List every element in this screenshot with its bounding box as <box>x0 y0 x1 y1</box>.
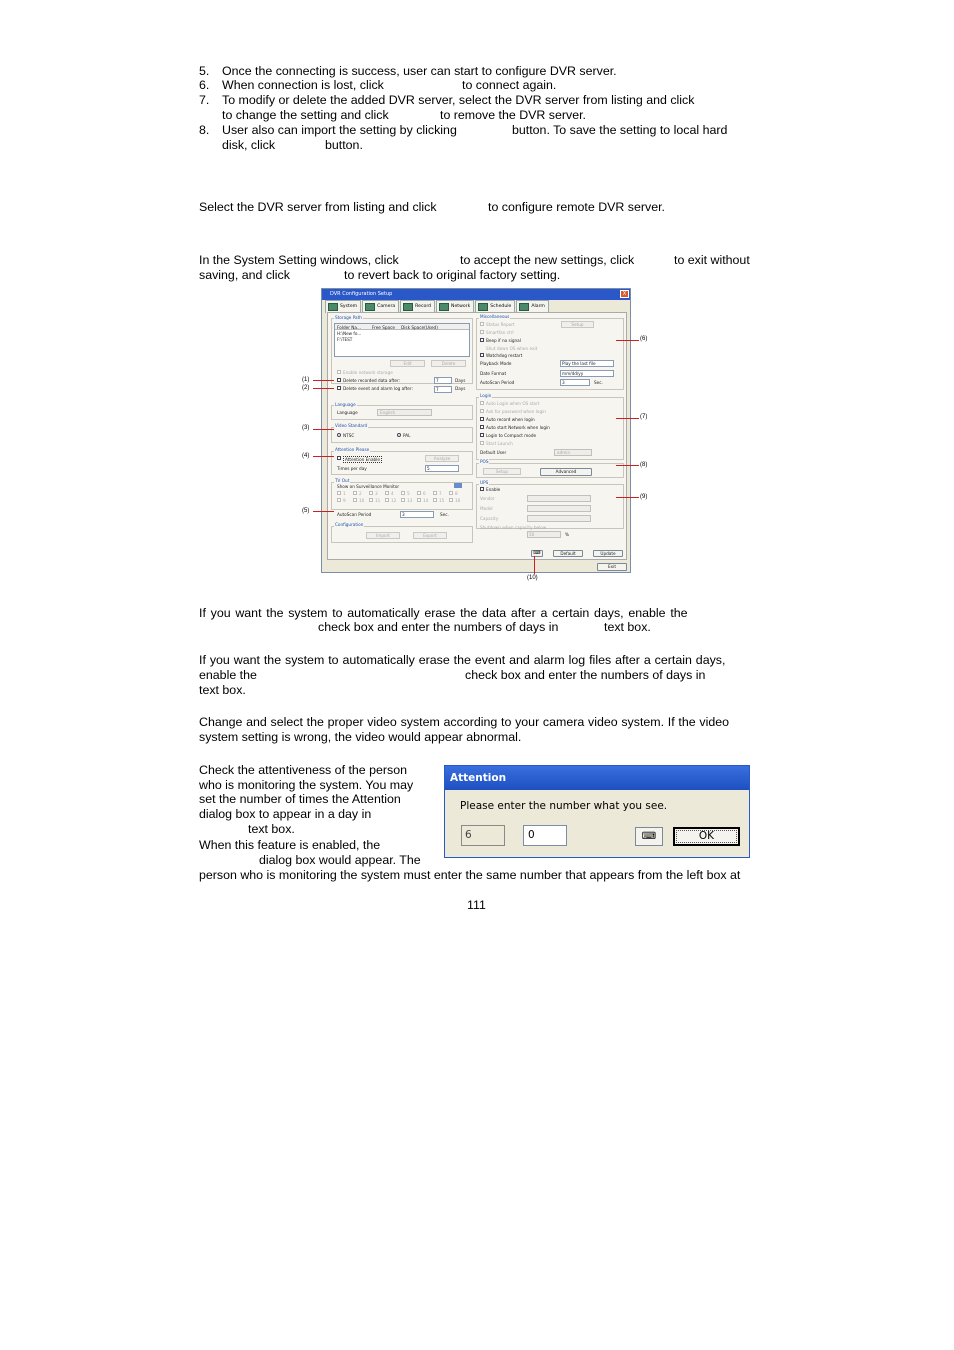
default-button[interactable]: Default <box>553 550 583 557</box>
step-8-number: 8. <box>199 123 210 137</box>
channel-label: 13 <box>407 498 413 503</box>
channel-label: 8 <box>455 491 458 496</box>
para2-line2-b: check box and enter the numbers of days in <box>465 668 706 682</box>
ups-vendor-select[interactable] <box>527 495 591 502</box>
para1-line2-b: text box. <box>604 620 651 634</box>
channel-label: 12 <box>391 498 397 503</box>
callout-5: (5) <box>302 508 310 514</box>
ups-model-select[interactable] <box>527 505 591 512</box>
callout-9-line <box>616 497 639 498</box>
language-label: Language <box>337 410 358 415</box>
language-select[interactable]: English <box>377 409 432 416</box>
system-text-2b: to revert back to original factory setting. <box>344 268 561 282</box>
para4-line7: dialog box would appear. The <box>259 853 421 867</box>
tab-schedule[interactable]: Schedule <box>475 300 515 313</box>
beep-label: Beep if no signal <box>486 338 521 343</box>
advanced-button[interactable]: Advanced <box>540 468 592 476</box>
channel-label: 14 <box>423 498 429 503</box>
channel-checkbox[interactable] <box>337 491 341 495</box>
default-user-select[interactable]: admin <box>554 449 592 456</box>
channel-label: 4 <box>391 491 394 496</box>
channel-label: 16 <box>455 498 461 503</box>
para4-line2: who is monitoring the system. You may <box>199 778 414 792</box>
channel-checkbox[interactable] <box>369 498 373 502</box>
network-icon <box>439 303 449 311</box>
ups-title: UPS <box>480 480 489 485</box>
percent-label: % <box>565 532 569 537</box>
channel-checkbox[interactable] <box>401 498 405 502</box>
system-text-2a: saving, and click <box>199 268 290 282</box>
delete-recorded-label: Delete recorded data after: <box>343 378 401 383</box>
para3-line1: Change and select the proper video system according to your camera video system. If the video <box>199 715 730 729</box>
login-compact-checkbox[interactable] <box>480 433 484 437</box>
ups-capacity-label: Capacity <box>480 516 499 521</box>
tab-camera[interactable]: Camera <box>362 300 399 313</box>
para2-line1: If you want the system to automatically erase the event and alarm log files after a certain days, <box>199 653 726 667</box>
auto-record-checkbox[interactable] <box>480 417 484 421</box>
update-button[interactable]: Update <box>593 550 623 557</box>
step-6-number: 6. <box>199 78 210 92</box>
channel-grid <box>337 491 465 505</box>
tab-network[interactable]: Network <box>436 300 474 313</box>
channel-checkbox[interactable] <box>417 491 421 495</box>
system-text-1a: In the System Setting windows, click <box>199 253 399 267</box>
callout-1: (1) <box>302 377 310 383</box>
times-per-day-input[interactable]: 5 <box>425 465 459 472</box>
keyboard-icon[interactable]: ⌨ <box>635 827 663 846</box>
para4-line1: Check the attentiveness of the person <box>199 763 408 777</box>
select-text-b: to configure remote DVR server. <box>488 200 665 214</box>
default-user-label: Default User <box>480 450 507 455</box>
channel-label: 7 <box>439 491 442 496</box>
attention-message: Please enter the number what you see. <box>460 800 668 812</box>
para2-line3: text box. <box>199 683 246 697</box>
list-row-2[interactable]: F:\TEST <box>337 337 353 342</box>
alarm-icon <box>519 303 529 311</box>
autoscan-sec-label: Sec. <box>440 512 449 517</box>
auto-start-network-checkbox[interactable] <box>480 425 484 429</box>
dvr-config-screenshot <box>321 288 631 573</box>
step-6-text-a: When connection is lost, click <box>222 78 384 92</box>
delete-event-label: Delete event and alarm log after: <box>343 386 413 391</box>
step-7-line1: To modify or delete the added DVR server, select the DVR server from listing and click <box>222 93 695 107</box>
configuration-group <box>331 526 473 543</box>
enable-network-storage-checkbox[interactable] <box>337 370 341 374</box>
delete-event-days[interactable]: 7 <box>434 386 452 393</box>
callout-3: (3) <box>302 425 310 431</box>
channel-checkbox[interactable] <box>449 491 453 495</box>
para4-line3: set the number of times the Attention <box>199 792 401 806</box>
col-free[interactable]: Free Space <box>372 324 395 330</box>
ups-enable-checkbox[interactable] <box>480 487 484 491</box>
storage-list[interactable] <box>334 323 470 357</box>
tv-out-spin-icon[interactable] <box>454 483 462 488</box>
attention-enable-checkbox[interactable] <box>337 456 341 460</box>
step-7-number: 7. <box>199 93 210 107</box>
playback-mode-label: Playback Mode <box>480 361 512 366</box>
callout-5-line <box>313 511 334 512</box>
tab-alarm[interactable]: Alarm <box>516 300 549 313</box>
channel-checkbox[interactable] <box>337 498 341 502</box>
callout-6: (6) <box>640 336 648 342</box>
para4-line8: person who is monitoring the system must enter the same number that appears from the left box at <box>199 868 741 882</box>
callout-1-line <box>313 380 334 381</box>
delete-recorded-checkbox[interactable] <box>337 378 341 382</box>
delete-event-checkbox[interactable] <box>337 386 341 390</box>
ups-capacity-input[interactable] <box>527 515 591 522</box>
close-icon[interactable]: X <box>620 290 629 298</box>
ups-shutdown-input[interactable]: 50 <box>527 531 561 538</box>
callout-3-line <box>313 429 334 430</box>
video-standard-title: Video Standard <box>335 423 368 428</box>
para4-line6: When this feature is enabled, the <box>199 838 381 852</box>
edit-button[interactable]: Edit <box>390 360 425 367</box>
para4-line4: dialog box to appear in a day in <box>199 807 372 821</box>
step-7-line2-b: to remove the DVR server. <box>440 108 586 122</box>
login-compact-label: Login to Compact mode <box>486 433 537 438</box>
start-launch-label: Start Launch <box>486 441 513 446</box>
channel-label: 3 <box>375 491 378 496</box>
step-8-line2-b: button. <box>325 138 363 152</box>
configuration-title: Configuration <box>335 522 364 527</box>
para3-line2: system setting is wrong, the video would appear abnormal. <box>199 730 522 744</box>
channel-checkbox[interactable] <box>433 498 437 502</box>
channel-label: 2 <box>359 491 362 496</box>
channel-label: 6 <box>423 491 426 496</box>
channel-checkbox[interactable] <box>417 498 421 502</box>
autoscan-sec2-label: Sec. <box>594 380 603 385</box>
channel-checkbox[interactable] <box>353 491 357 495</box>
channel-checkbox[interactable] <box>353 498 357 502</box>
callout-2-line <box>313 388 334 389</box>
system-text-1c: to exit without <box>674 253 750 267</box>
beep-checkbox[interactable] <box>480 338 484 342</box>
playback-mode-select[interactable]: Play the last file <box>560 360 614 367</box>
system-pane <box>327 312 627 560</box>
list-row-1[interactable]: H:\New fo... <box>337 331 362 336</box>
days-label-2: Days <box>455 386 466 391</box>
shutdown-os-label: Shut down OS when exit <box>486 346 538 351</box>
step-8-line1-b: button. To save the setting to local hard <box>512 123 728 137</box>
status-setup-button[interactable]: Setup <box>561 321 594 328</box>
channel-checkbox[interactable] <box>369 491 373 495</box>
pos-setup-button[interactable]: Setup <box>483 468 521 475</box>
step-5-number: 5. <box>199 64 210 78</box>
smartfan-checkbox[interactable] <box>480 330 484 334</box>
watchdog-checkbox[interactable] <box>480 353 484 357</box>
autoscan-period-input[interactable]: 3 <box>400 511 434 518</box>
attention-title: Attention <box>445 766 749 790</box>
watchdog-label: Watchdog restart <box>486 353 523 358</box>
language-title: Language <box>335 402 356 407</box>
ntsc-label: NTSC <box>343 433 355 438</box>
attention-left-number: 6 <box>461 825 505 846</box>
show-on-surveillance-label: Show on Surveillance Monitor <box>337 484 400 489</box>
para1-line2-a: check box and enter the numbers of days in <box>318 620 559 634</box>
step-8-line2-a: disk, click <box>222 138 276 152</box>
camera-icon <box>365 303 375 311</box>
delete-recorded-days[interactable]: 7 <box>434 377 452 384</box>
channel-checkbox[interactable] <box>433 491 437 495</box>
auto-login-label: Auto Login when OS start <box>486 401 540 406</box>
callout-7: (7) <box>640 414 648 420</box>
ask-password-checkbox[interactable] <box>480 409 484 413</box>
callout-6-line <box>616 340 639 341</box>
smartfan-label: Smartfan ctrl <box>486 330 514 335</box>
col-disk[interactable]: Disk Space(Used) <box>401 324 438 330</box>
ask-password-label: Ask for password when login <box>486 409 546 414</box>
callout-10: (10) <box>527 575 538 581</box>
window-title: DVR Configuration Setup <box>322 289 630 300</box>
step-8-line1-a: User also can import the setting by clicking <box>222 123 457 137</box>
system-icon <box>328 303 338 311</box>
schedule-icon <box>478 303 488 311</box>
col-folder[interactable]: Folder Na... <box>337 324 361 330</box>
export-button[interactable]: Export <box>413 532 447 539</box>
storage-path-title: Storage Path <box>335 315 362 320</box>
callout-2: (2) <box>302 385 310 391</box>
para2-line2-a: enable the <box>199 668 257 682</box>
callout-7-line <box>616 418 639 419</box>
days-label-1: Days <box>455 378 466 383</box>
start-launch-checkbox[interactable] <box>480 441 484 445</box>
ups-shutdown-label: Shutdown when capacity below <box>480 525 547 530</box>
pal-label: PAL <box>403 433 411 438</box>
autoscan-period2-input[interactable]: 3 <box>560 379 590 386</box>
record-icon <box>403 303 413 311</box>
channel-checkbox[interactable] <box>449 498 453 502</box>
callout-10-line <box>534 556 535 574</box>
callout-4: (4) <box>302 453 310 459</box>
pal-radio[interactable] <box>397 433 401 437</box>
misc-title: Miscellaneous <box>480 314 510 319</box>
ok-button[interactable]: OK <box>673 827 740 846</box>
callout-9: (9) <box>640 494 648 500</box>
channel-label: 15 <box>439 498 445 503</box>
step-6-text-b: to connect again. <box>462 78 557 92</box>
import-button[interactable]: Import <box>366 532 400 539</box>
status-report-checkbox[interactable] <box>480 322 484 326</box>
page-number: 111 <box>467 898 486 912</box>
times-per-day-label: Times per day <box>337 466 367 471</box>
autoscan-period2-label: AutoScan Period <box>480 380 515 385</box>
tab-system[interactable]: System <box>325 300 361 313</box>
attention-enable-label: Attention Enable <box>345 457 380 462</box>
attention-input[interactable]: 0 <box>523 825 567 846</box>
ntsc-radio[interactable] <box>337 433 341 437</box>
attention-dialog <box>444 765 750 858</box>
login-title: Login <box>480 393 492 398</box>
channel-checkbox[interactable] <box>385 491 389 495</box>
attention-please-title: Attention Please <box>335 447 370 452</box>
ups-model-label: Model <box>480 506 493 511</box>
ups-enable-label: Enable <box>486 487 501 492</box>
channel-checkbox[interactable] <box>385 498 389 502</box>
exit-button[interactable]: Exit <box>597 563 627 571</box>
channel-label: 10 <box>359 498 365 503</box>
step-5-text: Once the connecting is success, user can start to configure DVR server. <box>222 64 617 78</box>
step-7-line2-a: to change the setting and click <box>222 108 389 122</box>
ups-vendor-label: Vendor <box>480 496 495 501</box>
channel-checkbox[interactable] <box>401 491 405 495</box>
date-format-select[interactable]: mm/dd/yy <box>560 370 614 377</box>
system-text-1b: to accept the new settings, click <box>460 253 635 267</box>
autoscan-period-label: AutoScan Period <box>337 512 372 517</box>
delete-button[interactable]: Delete <box>431 360 466 367</box>
keyboard-icon[interactable]: ⌨ <box>531 550 543 557</box>
para4-line5: text box. <box>248 822 295 836</box>
enable-network-storage-label: Enable network storage <box>343 370 393 375</box>
callout-8: (8) <box>640 462 648 468</box>
tv-out-title: TV Out <box>335 478 350 483</box>
status-report-label: Status Report <box>486 322 515 327</box>
channel-label: 5 <box>407 491 410 496</box>
auto-login-checkbox[interactable] <box>480 401 484 405</box>
auto-record-label: Auto record when login <box>486 417 535 422</box>
date-format-label: Date Format <box>480 371 507 376</box>
channel-label: 11 <box>375 498 381 503</box>
para1-line1: If you want the system to automatically erase the data after a certain days, enable the <box>199 606 688 620</box>
pos-title: POS <box>480 459 489 464</box>
channel-label: 1 <box>343 491 346 496</box>
auto-start-network-label: Auto start Network when login <box>486 425 550 430</box>
select-text-a: Select the DVR server from listing and click <box>199 200 437 214</box>
callout-4-line <box>313 456 334 457</box>
analyze-button[interactable]: Analyze <box>425 455 459 462</box>
tab-record[interactable]: Record <box>400 300 435 313</box>
channel-label: 9 <box>343 498 346 503</box>
callout-8-line <box>616 465 639 466</box>
